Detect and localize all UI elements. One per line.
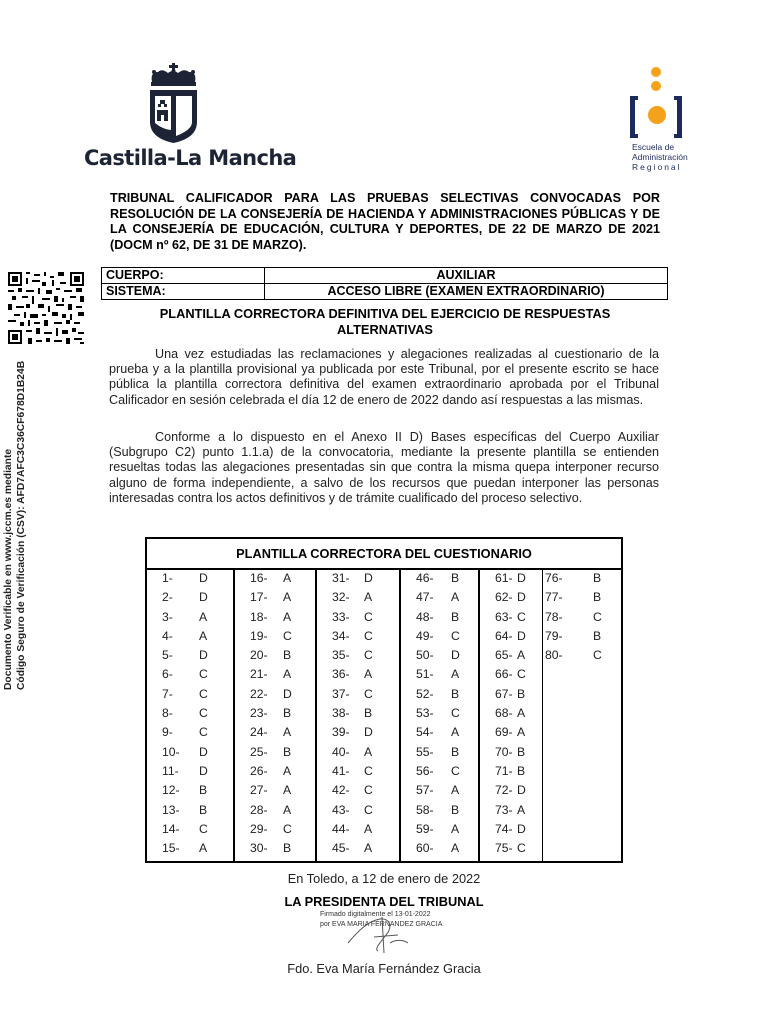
answer-row — [235, 820, 317, 839]
answer-letter: C — [451, 628, 460, 643]
answer-row — [317, 588, 401, 607]
answer-letter: B — [283, 648, 292, 663]
answer-letter: C — [199, 667, 208, 682]
answer-grid — [145, 537, 623, 863]
answer-letter: C — [283, 821, 292, 836]
answer-letter: A — [283, 667, 292, 682]
answer-letter: B — [451, 686, 460, 701]
answer-letter: B — [451, 744, 460, 759]
question-number: 14- — [162, 821, 180, 836]
eare-line: Regional — [632, 162, 682, 172]
answer-row — [147, 704, 233, 723]
answer-letter: A — [517, 706, 526, 721]
answer-row — [235, 723, 317, 742]
answer-letter: B — [199, 802, 208, 817]
cuerpo-label: CUERPO: — [102, 268, 265, 284]
question-number: 66- — [495, 667, 513, 682]
question-number: 65- — [495, 648, 513, 663]
answer-row — [401, 781, 480, 800]
question-number: 29- — [250, 821, 268, 836]
answer-row — [317, 781, 401, 800]
answer-row — [480, 801, 544, 820]
document-title: TRIBUNAL CALIFICADOR PARA LAS PRUEBAS SELECTIVAS CONVOCADAS POR RESOLUCIÓN DE LA CONSEJERÍA DE HACIENDA Y ADMINISTRACIONES PÚBLICAS Y DE LA CONSEJERÍA DE EDUCACIÓN, CULTURA Y DEPORTES, DE 22 DE MARZO DE 2021 (DOCM nº 62, DE 31 DE MARZO). — [110, 191, 660, 252]
question-number: 56- — [416, 763, 434, 778]
answer-row — [317, 608, 401, 627]
answer-letter: A — [517, 648, 526, 663]
question-number: 79- — [545, 628, 563, 643]
question-number: 60- — [416, 841, 434, 856]
question-number: 40- — [332, 744, 350, 759]
eare-wordmark — [632, 142, 688, 172]
answer-letter: C — [593, 648, 602, 663]
question-number: 61- — [495, 571, 513, 585]
signature-line-1: Firmado digitalmente el 13-01-2022 — [320, 911, 431, 918]
answer-row — [543, 627, 622, 646]
answer-row — [147, 762, 233, 781]
answer-row — [147, 569, 233, 588]
answer-row — [317, 569, 401, 588]
question-number: 75- — [495, 841, 513, 856]
answer-row — [543, 588, 622, 607]
answer-letter: A — [364, 841, 373, 856]
sistema-value: ACCESO LIBRE (EXAMEN EXTRAORDINARIO) — [265, 284, 668, 300]
question-number: 3- — [162, 609, 173, 624]
question-number: 2- — [162, 590, 173, 605]
question-number: 62- — [495, 590, 513, 605]
answer-letter: D — [517, 628, 526, 643]
question-number: 80- — [545, 648, 563, 663]
answer-letter: D — [364, 725, 373, 740]
answer-column — [147, 568, 233, 861]
question-number: 13- — [162, 802, 180, 817]
answer-row — [543, 646, 622, 665]
answer-letter: B — [283, 706, 292, 721]
answer-letter: B — [283, 744, 292, 759]
answer-letter: B — [593, 590, 602, 605]
answer-row — [480, 723, 544, 742]
answer-row — [401, 588, 480, 607]
answer-column — [399, 568, 480, 861]
answer-row — [147, 627, 233, 646]
question-number: 9- — [162, 725, 173, 740]
answer-row — [317, 743, 401, 762]
answer-row — [543, 569, 622, 588]
answer-row — [147, 608, 233, 627]
answer-letter: B — [364, 706, 373, 721]
question-number: 59- — [416, 821, 434, 836]
answer-letter: B — [451, 609, 460, 624]
cuerpo-row — [102, 268, 668, 284]
answer-row — [235, 704, 317, 723]
answer-letter: A — [283, 590, 292, 605]
answer-letter: C — [593, 609, 602, 624]
answer-row — [235, 588, 317, 607]
answer-row — [235, 762, 317, 781]
question-number: 20- — [250, 648, 268, 663]
question-number: 70- — [495, 744, 513, 759]
answer-row — [480, 665, 544, 684]
answer-row — [543, 608, 622, 627]
answer-row — [401, 704, 480, 723]
answer-letter: A — [283, 571, 292, 585]
question-number: 16- — [250, 571, 268, 585]
section-subtitle: PLANTILLA CORRECTORA DEFINITIVA DEL EJERCICIO DE RESPUESTAS ALTERNATIVAS — [159, 306, 611, 337]
question-number: 74- — [495, 821, 513, 836]
verification-text — [2, 361, 28, 690]
question-number: 67- — [495, 686, 513, 701]
answer-row — [317, 801, 401, 820]
answer-letter: A — [451, 841, 460, 856]
question-number: 26- — [250, 763, 268, 778]
answer-row — [235, 801, 317, 820]
answer-row — [235, 627, 317, 646]
answer-letter: A — [199, 609, 208, 624]
answer-row — [480, 569, 544, 588]
question-number: 48- — [416, 609, 434, 624]
question-number: 32- — [332, 590, 350, 605]
question-number: 30- — [250, 841, 268, 856]
answer-letter: C — [364, 609, 373, 624]
question-number: 58- — [416, 802, 434, 817]
sistema-label: SISTEMA: — [102, 284, 265, 300]
answer-letter: A — [199, 841, 208, 856]
answer-letter: A — [283, 783, 292, 798]
answer-row — [235, 743, 317, 762]
question-number: 63- — [495, 609, 513, 624]
answer-letter: A — [199, 628, 208, 643]
question-number: 28- — [250, 802, 268, 817]
answer-letter: A — [283, 725, 292, 740]
answer-letter: B — [517, 686, 526, 701]
answer-letter: D — [451, 648, 460, 663]
answer-row — [147, 839, 233, 858]
paragraph-1 — [109, 347, 659, 408]
digital-signature — [308, 909, 458, 954]
question-number: 43- — [332, 802, 350, 817]
verification-csv-line: Código Seguro de Verificación (CSV): AFD7AFC3C36CF678D1B24B — [16, 360, 27, 690]
answer-letter: A — [517, 725, 526, 740]
answer-row — [317, 627, 401, 646]
answer-column — [233, 568, 317, 861]
answer-row — [480, 608, 544, 627]
answer-row — [401, 646, 480, 665]
answer-letter: D — [517, 821, 526, 836]
answer-row — [401, 820, 480, 839]
answer-letter: A — [451, 725, 460, 740]
question-number: 1- — [162, 571, 173, 585]
answer-column — [315, 568, 401, 861]
answer-row — [235, 685, 317, 704]
answer-row — [147, 685, 233, 704]
question-number: 11- — [162, 763, 179, 778]
cuerpo-value: AUXILIAR — [265, 268, 668, 284]
signer-name: Fdo. Eva María Fernández Gracia — [287, 961, 481, 976]
qr-code[interactable] — [8, 272, 84, 344]
question-number: 24- — [250, 725, 268, 740]
verification-line-1: Documento Verificable en www.jccm.es mediante — [3, 448, 14, 690]
city-date: En Toledo, a 12 de enero de 2022 — [287, 871, 481, 886]
answer-row — [480, 627, 544, 646]
question-number: 45- — [332, 841, 350, 856]
answer-letter: C — [199, 821, 208, 836]
question-number: 8- — [162, 706, 173, 721]
answer-letter: D — [199, 590, 208, 605]
answer-letter: C — [451, 763, 460, 778]
question-number: 10- — [162, 744, 180, 759]
answer-row — [317, 685, 401, 704]
answer-row — [480, 820, 544, 839]
answer-letter: A — [451, 783, 460, 798]
answer-row — [235, 608, 317, 627]
question-number: 69- — [495, 725, 513, 740]
question-number: 44- — [332, 821, 350, 836]
answer-row — [235, 839, 317, 858]
signature-line-2: por EVA MARIA FERNANDEZ GRACIA — [320, 921, 443, 928]
question-number: 37- — [332, 686, 350, 701]
question-number: 55- — [416, 744, 434, 759]
question-number: 76- — [545, 571, 563, 585]
answer-row — [401, 743, 480, 762]
eare-line: Escuela de — [632, 142, 675, 152]
answer-letter: A — [517, 802, 526, 817]
answer-letter: C — [364, 802, 373, 817]
question-number: 18- — [250, 609, 268, 624]
answer-letter: A — [364, 744, 373, 759]
answer-letter: B — [451, 802, 460, 817]
question-number: 6- — [162, 667, 173, 682]
answer-letter: C — [364, 686, 373, 701]
answer-row — [480, 762, 544, 781]
answer-row — [401, 685, 480, 704]
answer-row — [401, 762, 480, 781]
question-number: 12- — [162, 783, 180, 798]
answer-letter: D — [199, 571, 208, 585]
question-number: 23- — [250, 706, 268, 721]
answer-row — [235, 646, 317, 665]
answer-letter: B — [517, 763, 526, 778]
question-number: 33- — [332, 609, 350, 624]
answer-letter: C — [364, 648, 373, 663]
answer-letter: A — [364, 667, 373, 682]
answer-letter: D — [517, 783, 526, 798]
question-number: 78- — [545, 609, 563, 624]
question-number: 39- — [332, 725, 350, 740]
answer-row — [317, 723, 401, 742]
question-number: 53- — [416, 706, 434, 721]
answer-letter: C — [283, 628, 292, 643]
question-number: 50- — [416, 648, 434, 663]
answer-row — [401, 839, 480, 858]
answer-row — [401, 608, 480, 627]
answer-row — [317, 820, 401, 839]
question-number: 64- — [495, 628, 513, 643]
answer-letter: B — [199, 783, 208, 798]
answer-row — [317, 839, 401, 858]
answer-row — [235, 569, 317, 588]
question-number: 15- — [162, 841, 180, 856]
answer-letter: C — [199, 725, 208, 740]
jccm-wordmark: Castilla-La Mancha — [84, 146, 297, 170]
question-number: 52- — [416, 686, 434, 701]
answer-letter: D — [517, 590, 526, 605]
question-number: 49- — [416, 628, 434, 643]
answer-row — [147, 723, 233, 742]
answer-row — [480, 588, 544, 607]
eare-line: Administración — [632, 152, 688, 162]
answer-row — [480, 781, 544, 800]
answer-row — [147, 665, 233, 684]
answer-letter: A — [451, 590, 460, 605]
answer-letter: B — [593, 628, 602, 643]
question-number: 4- — [162, 628, 173, 643]
answer-letter: A — [364, 590, 373, 605]
answer-letter: C — [364, 763, 373, 778]
answer-row — [480, 839, 544, 858]
paragraph-2-text: Conforme a lo dispuesto en el Anexo II D) Bases específicas del Cuerpo Auxiliar (Subgrupo C2) punto 1.1.a) de la convocatoria, mediante la presente plantilla se entienden resueltas todas las alegaciones presentadas sin que contra la misma quepa interponer recurso alguno de forma independiente, a salvo de los recursos que puedan interponer las personas interesadas contra los actos definitivos y de trámite cualificado del proceso selectivo. — [109, 430, 659, 505]
question-number: 71- — [495, 763, 513, 778]
answer-row — [480, 685, 544, 704]
answer-row — [147, 588, 233, 607]
answer-grid-heading: PLANTILLA CORRECTORA DEL CUESTIONARIO — [147, 539, 621, 570]
answer-letter: A — [451, 821, 460, 836]
answer-letter: D — [199, 648, 208, 663]
answer-letter: A — [283, 763, 292, 778]
cuerpo-sistema-table — [101, 267, 668, 300]
answer-row — [235, 665, 317, 684]
question-number: 46- — [416, 571, 434, 585]
answer-letter: D — [364, 571, 373, 585]
answer-letter: C — [199, 706, 208, 721]
question-number: 17- — [250, 590, 268, 605]
answer-row — [401, 627, 480, 646]
answer-row — [317, 646, 401, 665]
question-number: 35- — [332, 648, 350, 663]
answer-row — [147, 646, 233, 665]
question-number: 77- — [545, 590, 563, 605]
question-number: 72- — [495, 783, 513, 798]
question-number: 19- — [250, 628, 268, 643]
question-number: 21- — [250, 667, 268, 682]
answer-row — [317, 665, 401, 684]
answer-letter: D — [199, 744, 208, 759]
question-number: 68- — [495, 706, 513, 721]
question-number: 5- — [162, 648, 173, 663]
answer-letter: C — [517, 609, 526, 624]
question-number: 34- — [332, 628, 350, 643]
answer-letter: C — [364, 783, 373, 798]
answer-letter: C — [364, 628, 373, 643]
answer-row — [147, 781, 233, 800]
answer-letter: D — [283, 686, 292, 701]
answer-letter: A — [364, 821, 373, 836]
question-number: 31- — [332, 571, 350, 585]
question-number: 73- — [495, 802, 513, 817]
paragraph-2 — [109, 430, 659, 506]
paragraph-1-text: Una vez estudiadas las reclamaciones y alegaciones realizadas al cuestionario de la prueba y a la plantilla provisional ya publicada por este Tribunal, por el presente escrito se hace pública la plantilla correctora definitiva del examen extraordinario aprobada por el Tribunal Calificador en sesión celebrada el día 12 de enero de 2022 dando así respuestas a las mismas. — [109, 347, 659, 407]
answer-row — [401, 801, 480, 820]
signature-stamp-text — [320, 910, 442, 930]
answer-letter: C — [199, 686, 208, 701]
answer-letter: A — [283, 802, 292, 817]
question-number: 27- — [250, 783, 268, 798]
answer-column — [478, 568, 544, 861]
answer-letter: A — [283, 609, 292, 624]
signer-role: LA PRESIDENTA DEL TRIBUNAL — [284, 894, 484, 909]
answer-letter: D — [517, 571, 526, 585]
answer-letter: C — [451, 706, 460, 721]
question-number: 36- — [332, 667, 350, 682]
question-number: 22- — [250, 686, 268, 701]
question-number: 57- — [416, 783, 434, 798]
answer-row — [147, 801, 233, 820]
answer-letter: D — [199, 763, 208, 778]
answer-letter: C — [517, 841, 526, 856]
sistema-row — [102, 284, 668, 300]
answer-row — [401, 569, 480, 588]
answer-row — [147, 743, 233, 762]
eare-logo — [626, 64, 686, 144]
answer-row — [401, 665, 480, 684]
question-number: 7- — [162, 686, 173, 701]
answer-row — [480, 704, 544, 723]
answer-letter: B — [451, 571, 460, 585]
answer-letter: B — [593, 571, 602, 585]
answer-letter: C — [517, 667, 526, 682]
answer-row — [147, 820, 233, 839]
answer-row — [235, 781, 317, 800]
answer-letter: B — [283, 841, 292, 856]
question-number: 38- — [332, 706, 350, 721]
question-number: 51- — [416, 667, 434, 682]
answer-letter: B — [517, 744, 526, 759]
answer-column — [542, 568, 622, 861]
answer-row — [480, 646, 544, 665]
question-number: 42- — [332, 783, 350, 798]
question-number: 54- — [416, 725, 434, 740]
question-number: 47- — [416, 590, 434, 605]
answer-row — [401, 723, 480, 742]
answer-row — [317, 704, 401, 723]
question-number: 41- — [332, 763, 350, 778]
question-number: 25- — [250, 744, 268, 759]
answer-row — [480, 743, 544, 762]
answer-letter: A — [451, 667, 460, 682]
answer-row — [317, 762, 401, 781]
